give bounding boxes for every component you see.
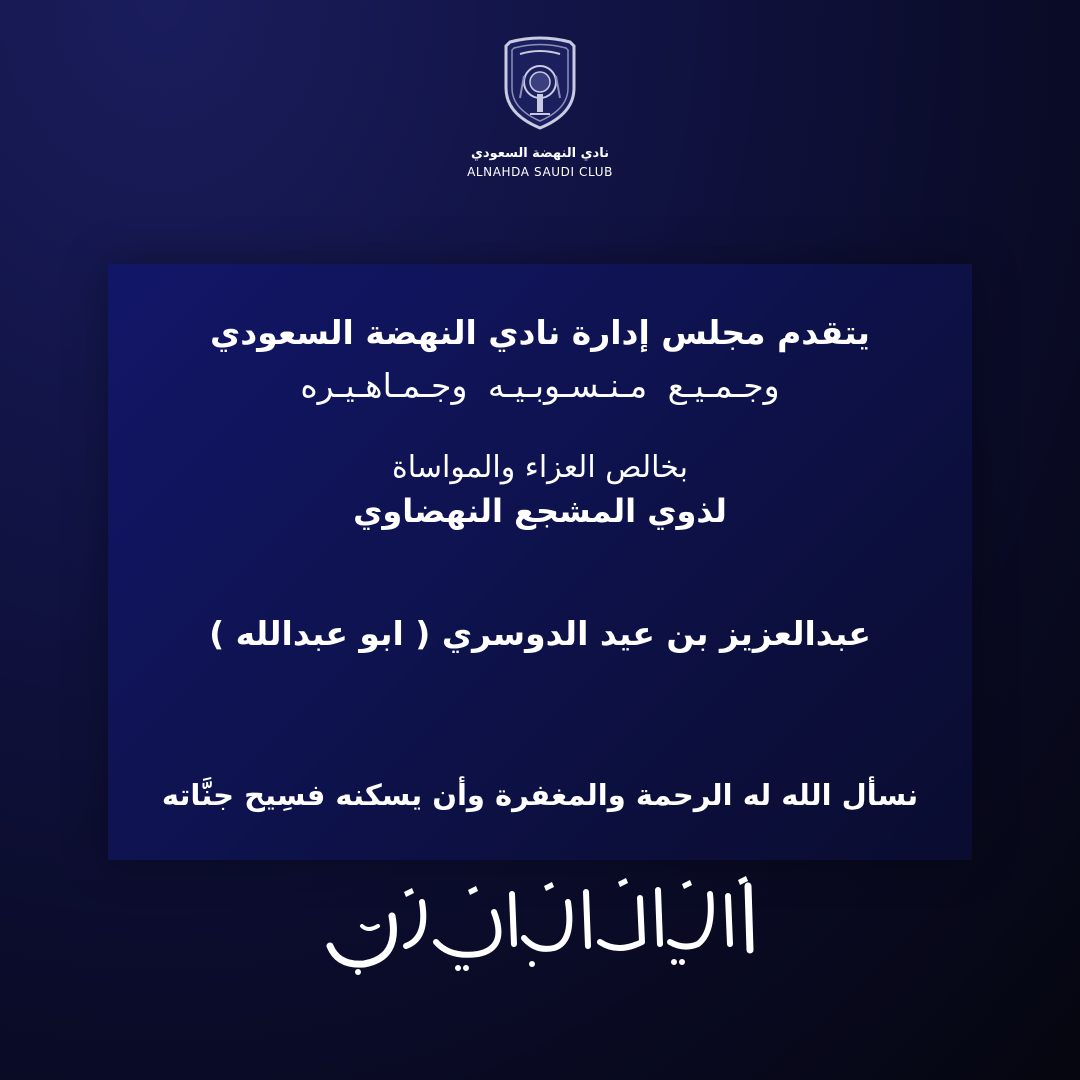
club-name-arabic: نادي النهضة السعودي bbox=[471, 146, 609, 161]
message-line-family: لذوي المشجع النهضاوي bbox=[353, 492, 727, 530]
calligraphy-image bbox=[318, 872, 764, 982]
club-crest-icon bbox=[500, 36, 580, 132]
prayer-line: نسأل الله له الرحمة والمغفرة وأن يسكنه فسِيح جنَّاته bbox=[161, 778, 919, 812]
message-line-staff: وجـمـيـع مـنـسـوبـيـه وجـمـاهـيـره bbox=[300, 366, 780, 405]
club-name-english: ALNAHDA SAUDI CLUB bbox=[467, 165, 613, 179]
club-header bbox=[0, 36, 1080, 179]
message-line-board: يتقدم مجلس إدارة نادي النهضة السعودي bbox=[210, 313, 870, 352]
message-line-condolences: بخالص العزاء والمواساة bbox=[392, 450, 688, 485]
deceased-name: عبدالعزيز بن عيد الدوسري ( ابو عبدالله ) bbox=[209, 614, 871, 653]
condolence-panel bbox=[108, 264, 972, 860]
